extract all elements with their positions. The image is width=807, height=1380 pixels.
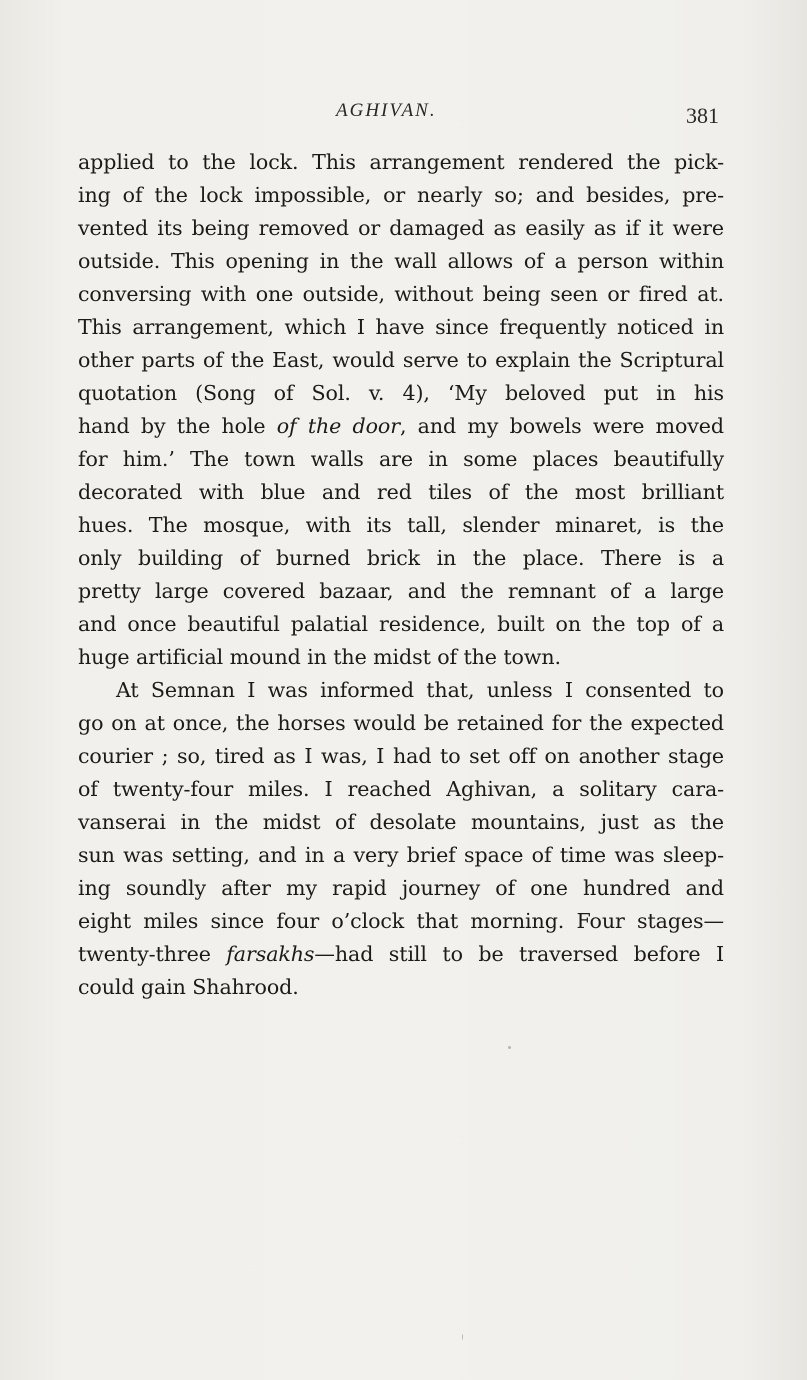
text-line: hues. The mosque, with its tall, slender minaret, is the <box>78 513 724 537</box>
text-line: and once beautiful palatial residence, built on the top of a <box>78 612 724 636</box>
text-line: outside. This opening in the wall allows of a person within <box>78 249 724 273</box>
text-line: At Semnan I was informed that, unless I consented to <box>116 678 724 702</box>
paper-speck <box>462 1334 463 1340</box>
text-line: twenty-three farsakhs—had still to be traversed before I <box>78 942 724 966</box>
text-line: pretty large covered bazaar, and the remnant of a large <box>78 579 724 603</box>
text-line: huge artificial mound in the midst of the town. <box>78 645 561 669</box>
text-line: could gain Shahrood. <box>78 975 299 999</box>
paragraph-2 <box>78 674 724 1004</box>
text-line: courier ; so, tired as I was, I had to set off on another stage <box>78 744 724 768</box>
text-line: other parts of the East, would serve to explain the Scriptural <box>78 348 724 372</box>
text-line: vented its being removed or damaged as easily as if it were <box>78 216 724 240</box>
text-line: This arrangement, which I have since frequently noticed in <box>78 315 724 339</box>
text-line: ing soundly after my rapid journey of one hundred and <box>78 876 724 900</box>
text-line: ing of the lock impossible, or nearly so; and besides, pre- <box>78 183 724 207</box>
text-line: eight miles since four o’clock that morning. Four stages— <box>78 909 724 933</box>
text-line: vanserai in the midst of desolate mountains, just as the <box>78 810 724 834</box>
text-line: sun was setting, and in a very brief space of time was sleep- <box>78 843 724 867</box>
text-line: quotation (Song of Sol. v. 4), ‘My beloved put in his <box>78 381 724 405</box>
text-line: decorated with blue and red tiles of the most brilliant <box>78 480 724 504</box>
paragraph-1 <box>78 146 724 674</box>
text-line: hand by the hole of the door, and my bowels were moved <box>78 414 724 438</box>
paper-speck <box>508 1046 511 1049</box>
running-head: AGHIVAN. <box>336 100 437 121</box>
body-text <box>78 146 724 1004</box>
text-line: conversing with one outside, without being seen or fired at. <box>78 282 724 306</box>
text-line: applied to the lock. This arrangement rendered the pick- <box>78 150 724 174</box>
text-line: for him.’ The town walls are in some places beautifully <box>78 447 724 471</box>
text-line: only building of burned brick in the place. There is a <box>78 546 724 570</box>
italic-phrase: of the door <box>276 414 400 438</box>
italic-word: farsakhs <box>226 942 315 966</box>
page-number: 381 <box>686 103 719 128</box>
text-line: go on at once, the horses would be retained for the expected <box>78 711 724 735</box>
text-line: of twenty-four miles. I reached Aghivan, a solitary cara- <box>78 777 724 801</box>
